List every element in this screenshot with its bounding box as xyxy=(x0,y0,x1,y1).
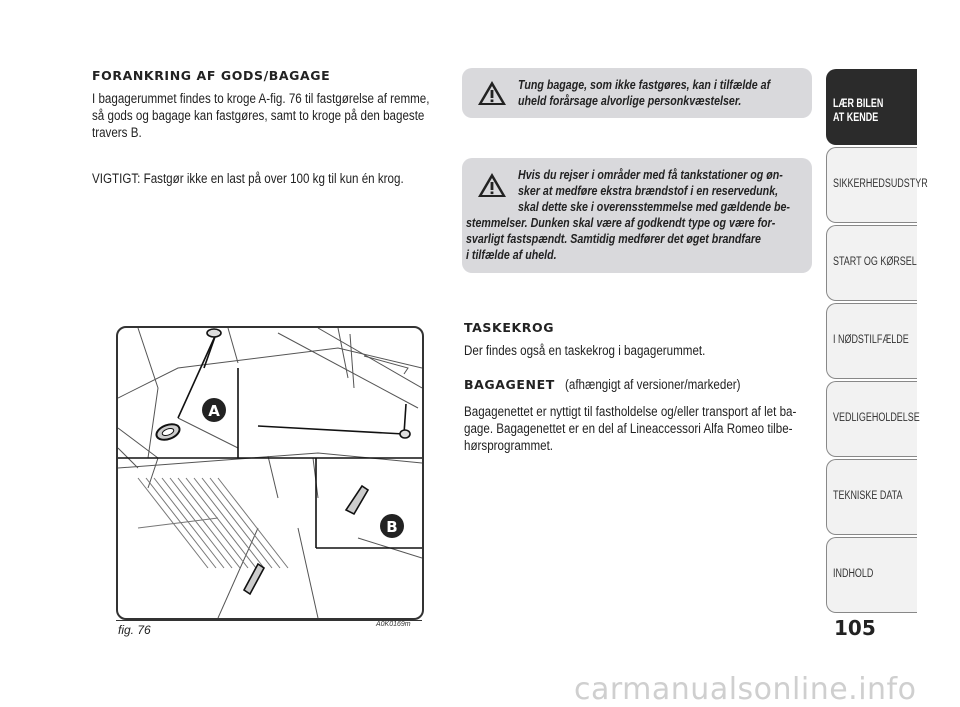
section-heading-forankring: FORANKRING AF GODS/BAGAGE xyxy=(92,68,331,83)
watermark: carmanualsonline.info xyxy=(574,672,917,707)
paragraph-line: Bagagenettet er nyttigt til fastholdelse og/eller transport af let ba- xyxy=(464,404,797,419)
tab-vedligeholdelse[interactable] xyxy=(826,381,920,457)
warning-text xyxy=(518,77,770,109)
warning-box-heavy-luggage xyxy=(462,68,812,118)
warning-line: i tilfælde af uheld. xyxy=(466,247,557,262)
bagagenet-subheading: (afhængigt af versioner/markeder) xyxy=(565,377,741,392)
important-note: VIGTIGT: Fastgør ikke en last på over 100 kg til kun én krog. xyxy=(92,171,404,186)
figure-luggage-hooks xyxy=(116,326,424,620)
tab-sikkerhedsudstyr[interactable] xyxy=(826,147,928,223)
paragraph-line: så gods og bagage kan fastgøres, samt to kroge på den bageste xyxy=(92,108,425,123)
figure-code: A0K0169m xyxy=(376,621,411,628)
tab-start-og-korsel[interactable] xyxy=(826,225,917,301)
callout-b-label: B xyxy=(386,518,398,536)
section-heading-bagagenet: BAGAGENET xyxy=(464,377,555,392)
paragraph-bagagenet xyxy=(464,403,796,454)
section-heading-taskekrog: TASKEKROG xyxy=(464,320,555,335)
paragraph-line: gage. Bagagenettet er en del af Lineaccessori Alfa Romeo tilbe- xyxy=(464,421,793,436)
warning-line: uheld forårsage alvorlige personkvæstelser. xyxy=(518,93,742,108)
warning-line: sker at medføre ekstra brændstof i en reservedunk, xyxy=(518,183,779,198)
paragraph-line: I bagagerummet findes to kroge A-fig. 76 til fastgørelse af remme, xyxy=(92,91,430,106)
tab-label: INDHOLD xyxy=(833,568,874,580)
warning-line: skal dette ske i overensstemmelse med gældende be- xyxy=(518,199,790,214)
tab-label: START OG KØRSEL xyxy=(833,256,917,268)
tab-indhold[interactable] xyxy=(826,537,917,613)
tab-label-line: AT KENDE xyxy=(833,112,879,124)
warning-triangle-icon xyxy=(477,80,507,106)
tab-laer-bilen-at-kende[interactable] xyxy=(826,69,917,145)
tab-label: VEDLIGEHOLDELSE xyxy=(833,412,920,424)
paragraph-line: hørsprogrammet. xyxy=(464,438,554,453)
tab-label: SIKKERHEDSUDSTYR xyxy=(833,178,928,190)
warning-box-fuel-can xyxy=(462,158,812,273)
paragraph-line: travers B. xyxy=(92,125,142,140)
warning-line: Hvis du rejser i områder med få tankstationer og øn- xyxy=(518,167,783,182)
warning-triangle-icon xyxy=(477,172,507,198)
warning-line: svarligt fastspændt. Samtidig medfører det øget brandfare xyxy=(466,231,761,246)
tab-i-nodstilfaelde[interactable] xyxy=(826,303,917,379)
callout-a-label: A xyxy=(208,402,220,420)
tab-label-line: LÆR BILEN xyxy=(833,98,884,110)
bagagenet-heading-row xyxy=(464,376,769,394)
warning-line: Tung bagage, som ikke fastgøres, kan i tilfælde af xyxy=(518,77,771,92)
page-number: 105 xyxy=(834,616,876,640)
paragraph-taskekrog: Der findes også en taskekrog i bagagerummet. xyxy=(464,343,706,358)
tab-tekniske-data[interactable] xyxy=(826,459,917,535)
warning-line: stemmelser. Dunken skal være af godkendt type og være for- xyxy=(466,215,776,230)
tab-label: TEKNISKE DATA xyxy=(833,490,903,502)
tab-label: I NØDSTILFÆLDE xyxy=(833,334,909,346)
paragraph-forankring xyxy=(92,90,436,141)
luggage-compartment-illustration xyxy=(118,328,422,618)
figure-caption: fig. 76 xyxy=(118,623,151,637)
